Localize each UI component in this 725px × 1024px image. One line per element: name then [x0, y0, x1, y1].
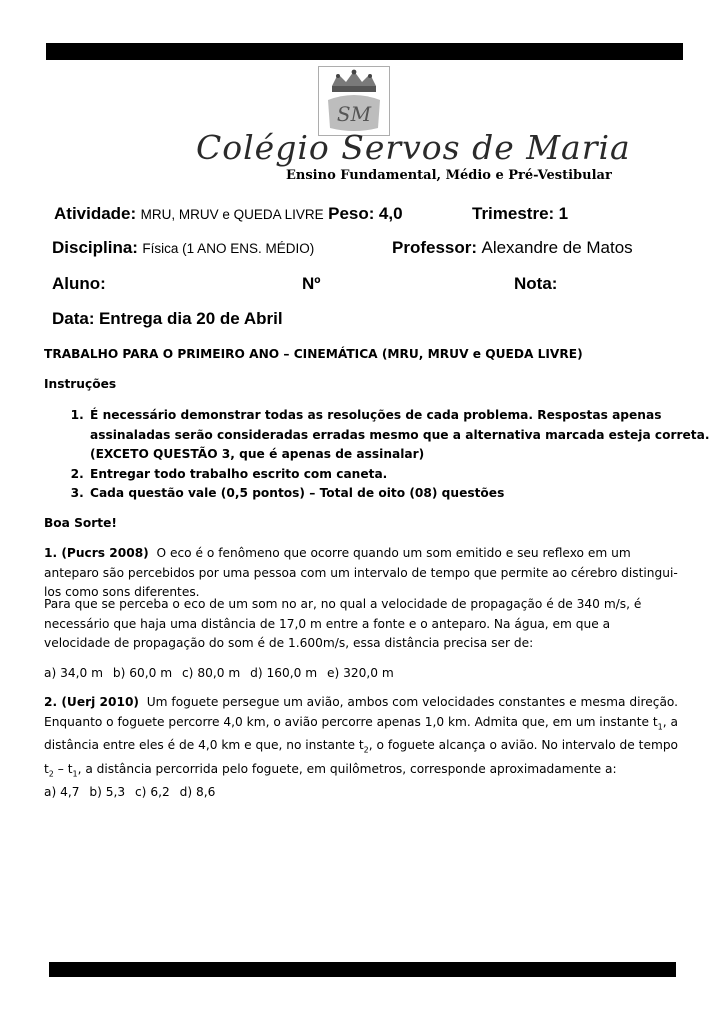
- subscript: 2: [48, 769, 54, 779]
- option-e: e) 320,0 m: [326, 666, 394, 680]
- svg-text:SM: SM: [336, 102, 372, 126]
- atividade-row: [54, 204, 403, 224]
- data-value: Entrega dia 20 de Abril: [98, 309, 283, 328]
- subscript: 1: [72, 769, 78, 779]
- disciplina-value: Física (1 ANO ENS. MÉDIO): [142, 241, 315, 256]
- question-1: [44, 544, 679, 603]
- numero-field: [302, 274, 321, 294]
- bottom-border-bar: [49, 962, 676, 977]
- aluno-label: Aluno:: [52, 274, 106, 293]
- instructions-heading: Instruções: [44, 377, 117, 391]
- professor-value: Alexandre de Matos: [481, 238, 633, 257]
- instructions-list: [44, 406, 725, 504]
- worksheet-title: TRABALHO PARA O PRIMEIRO ANO – CINEMÁTICA (MRU, MRUV e QUEDA LIVRE): [44, 347, 583, 361]
- question-2-text: Um foguete persegue um avião, ambos com velocidades constantes e mesma direção. Enquanto o foguete percorre 4,0 km, o avião percorre apenas 1,0 km. Admita que, em um instante t: [44, 695, 679, 729]
- question-2-text: , o foguete alcança o avião. No intervalo de tempo t: [44, 738, 679, 777]
- data-field: [52, 309, 283, 329]
- numero-label: Nº: [302, 274, 321, 293]
- instruction-item: 3. Cada questão vale (0,5 pontos) – Total de oito (08) questões: [88, 484, 725, 504]
- subscript: 2: [363, 745, 369, 755]
- question-2-text: , a distância percorrida pelo foguete, em quilômetros, corresponde aproximadamente a:: [77, 762, 617, 777]
- question-2-text: – t: [53, 762, 73, 777]
- question-1-options: [44, 664, 679, 684]
- nota-label: Nota:: [514, 274, 558, 293]
- option-a: a) 4,7: [44, 785, 80, 799]
- option-a: a) 34,0 m: [44, 666, 103, 680]
- aluno-field: [52, 274, 106, 294]
- question-1-text-2: Para que se perceba o eco de um som no ar, no qual a velocidade de propagação é de 340 m/s, é necessário que haja uma distância de 17,0 m entre a fonte e o anteparo. Na água, em que a velocidade de propagação do som é de 1.600m/s, essa distância precisa ser de:: [44, 597, 642, 650]
- peso-label: Peso:: [328, 204, 375, 223]
- option-b: b) 5,3: [89, 785, 126, 799]
- trimestre-value: 1: [558, 204, 569, 223]
- question-1-text: O eco é o fenômeno que ocorre quando um som emitido e seu reflexo em um anteparo são percebidos por uma pessoa com um intervalo de tempo que permite ao cérebro distingui-los como sons diferentes.: [44, 546, 678, 599]
- good-luck-text: Boa Sorte!: [44, 516, 117, 530]
- disciplina-field: [52, 238, 314, 258]
- question-1-label: 1. (Pucrs 2008): [44, 546, 149, 560]
- professor-field: [392, 238, 633, 258]
- option-d: d) 8,6: [179, 785, 216, 799]
- atividade-label: Atividade:: [54, 204, 137, 223]
- question-2: [44, 693, 679, 784]
- school-name: Colégio Servos de Maria: [196, 128, 631, 167]
- option-b: b) 60,0 m: [112, 666, 173, 680]
- nota-field: [514, 274, 557, 294]
- disciplina-label: Disciplina:: [52, 238, 138, 257]
- atividade-value: MRU, MRUV e QUEDA LIVRE: [140, 207, 324, 222]
- school-crest-logo: [318, 66, 390, 136]
- question-2-label: 2. (Uerj 2010): [44, 695, 140, 709]
- professor-label: Professor:: [392, 238, 478, 257]
- trimestre-label: Trimestre:: [472, 204, 555, 223]
- instruction-item: 2. Entregar todo trabalho escrito com caneta.: [88, 465, 725, 485]
- peso-value: 4,0: [378, 204, 403, 223]
- option-d: d) 160,0 m: [250, 666, 318, 680]
- instruction-item: 1. É necessário demonstrar todas as resoluções de cada problema. Respostas apenas assinaladas serão consideradas erradas mesmo que a alternativa marcada esteja correta. (EXCETO QUESTÃO 3, que é apenas de assinalar): [88, 406, 725, 465]
- question-2-options: [44, 783, 679, 803]
- option-c: c) 6,2: [134, 785, 170, 799]
- subscript: 1: [657, 721, 663, 731]
- school-subtitle: Ensino Fundamental, Médio e Pré-Vestibular: [286, 168, 612, 183]
- top-border-bar: [46, 43, 683, 60]
- question-2-text: , a distância entre eles é de 4,0 km e que, no instante t: [44, 714, 678, 753]
- trimestre-field: [472, 204, 568, 224]
- option-c: c) 80,0 m: [181, 666, 241, 680]
- data-label: Data:: [52, 309, 95, 328]
